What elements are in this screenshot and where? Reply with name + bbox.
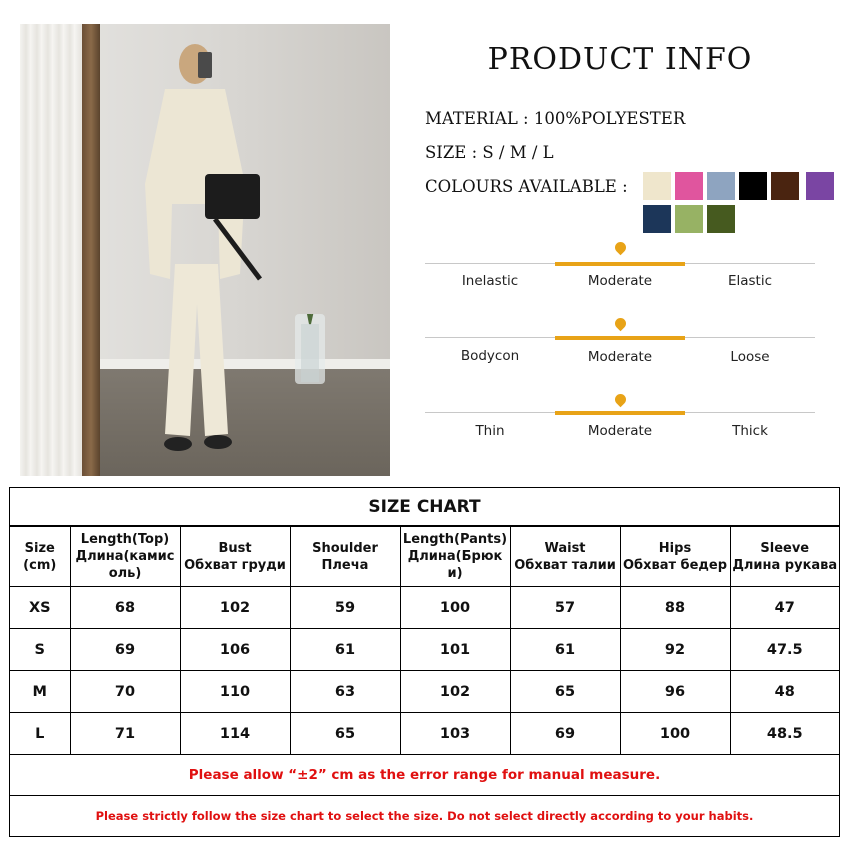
header-line: Hips: [658, 540, 692, 556]
size-chart-title: SIZE CHART: [10, 488, 839, 526]
table-cell: 71: [70, 713, 180, 755]
table-cell: 47: [730, 587, 839, 629]
scale-left-label: Inelastic: [461, 273, 519, 289]
table-cell: 57: [510, 587, 620, 629]
scale-right-label: Thick: [732, 423, 768, 439]
product-photo: [20, 24, 390, 476]
header-line: Плеча: [321, 557, 369, 573]
size-line: SIZE : S / M / L: [425, 143, 554, 162]
size-chart: [9, 487, 840, 837]
table-cell: 65: [510, 671, 620, 713]
header-line: Length(Pants): [402, 532, 508, 547]
table-cell: 63: [290, 671, 400, 713]
follow-size-note: Please strictly follow the size chart to select the size. Do not select directly according to your habits.: [95, 809, 754, 823]
table-header-cell: [400, 527, 510, 587]
scale-right-label: Elastic: [727, 273, 773, 289]
header-line: Обхват груди: [184, 557, 286, 573]
scale-mid-bar: [555, 262, 685, 266]
header-line: и): [447, 566, 463, 581]
scale-mid-label: Moderate: [587, 273, 653, 289]
header-line: (cm): [23, 557, 57, 573]
scale-right-label: Loose: [730, 349, 770, 365]
table-cell: 69: [70, 629, 180, 671]
table-cell: 48.5: [730, 713, 839, 755]
scale-left-label: Thin: [475, 423, 505, 439]
scale-mid-bar: [555, 336, 685, 340]
table-cell: 92: [620, 629, 730, 671]
colour-swatch: [675, 172, 703, 200]
header-line: Обхват бедер: [622, 557, 728, 573]
table-cell: L: [10, 713, 70, 755]
header-line: Обхват талии: [514, 557, 616, 573]
table-cell: 61: [510, 629, 620, 671]
header-line: Sleeve: [760, 540, 810, 556]
material-line: MATERIAL : 100%POLYESTER: [425, 109, 686, 128]
colour-swatch: [643, 172, 671, 200]
scale-marker-icon: [613, 392, 629, 408]
product-info-title: PRODUCT INFO: [487, 42, 753, 77]
table-cell: 68: [70, 587, 180, 629]
table-cell: 102: [180, 587, 290, 629]
table-cell: 88: [620, 587, 730, 629]
table-row: [10, 671, 839, 713]
photo-mirror-frame: [82, 24, 100, 476]
table-cell: 69: [510, 713, 620, 755]
table-cell: 106: [180, 629, 290, 671]
table-header-cell: [730, 527, 839, 587]
table-row: [10, 713, 839, 755]
scale-mid-label: Moderate: [587, 349, 653, 365]
colours-label: COLOURS AVAILABLE :: [425, 177, 628, 196]
model-figure: [120, 34, 270, 474]
table-row: [10, 587, 839, 629]
error-range-note: Please allow “±2” cm as the error range for manual measure.: [10, 754, 839, 796]
table-cell: 70: [70, 671, 180, 713]
scale-left-label: Bodycon: [460, 348, 520, 364]
colour-swatch: [707, 172, 735, 200]
photo-curtain: [20, 24, 88, 476]
table-cell: 65: [290, 713, 400, 755]
table-cell: XS: [10, 587, 70, 629]
header-line: Длина рукава: [732, 557, 838, 573]
header-line: Size: [24, 540, 55, 556]
table-header-cell: [70, 527, 180, 587]
table-cell: 114: [180, 713, 290, 755]
table-cell: 100: [400, 587, 510, 629]
table-cell: S: [10, 629, 70, 671]
colour-swatch: [806, 172, 834, 200]
scale-marker-icon: [613, 316, 629, 332]
header-line: Bust: [218, 540, 252, 556]
colour-swatch: [771, 172, 799, 200]
table-cell: 61: [290, 629, 400, 671]
table-header-row: [10, 527, 839, 587]
colour-swatch: [675, 205, 703, 233]
table-body: [10, 587, 839, 755]
table-cell: 47.5: [730, 629, 839, 671]
table-header-cell: [510, 527, 620, 587]
table-row: [10, 629, 839, 671]
flower-vase: [295, 314, 325, 384]
table-header-cell: [620, 527, 730, 587]
header-line: Shoulder: [312, 540, 378, 556]
scale-mid-bar: [555, 411, 685, 415]
table-header-cell: [10, 527, 70, 587]
table-cell: M: [10, 671, 70, 713]
header-line: оль): [108, 566, 142, 581]
colour-swatch: [739, 172, 767, 200]
table-cell: 100: [620, 713, 730, 755]
table-cell: 96: [620, 671, 730, 713]
size-chart-table: [10, 526, 839, 755]
table-header-cell: [290, 527, 400, 587]
header-line: Waist: [544, 540, 586, 556]
scale-marker-icon: [613, 240, 629, 256]
table-cell: 59: [290, 587, 400, 629]
header-line: Длина(камис: [75, 549, 175, 564]
scale-mid-label: Moderate: [587, 423, 653, 439]
table-cell: 102: [400, 671, 510, 713]
table-cell: 101: [400, 629, 510, 671]
table-cell: 103: [400, 713, 510, 755]
header-line: Длина(Брюк: [407, 549, 503, 564]
header-line: Length(Top): [80, 532, 170, 547]
colour-swatch: [707, 205, 735, 233]
table-cell: 48: [730, 671, 839, 713]
colour-swatch: [643, 205, 671, 233]
table-cell: 110: [180, 671, 290, 713]
table-header-cell: [180, 527, 290, 587]
